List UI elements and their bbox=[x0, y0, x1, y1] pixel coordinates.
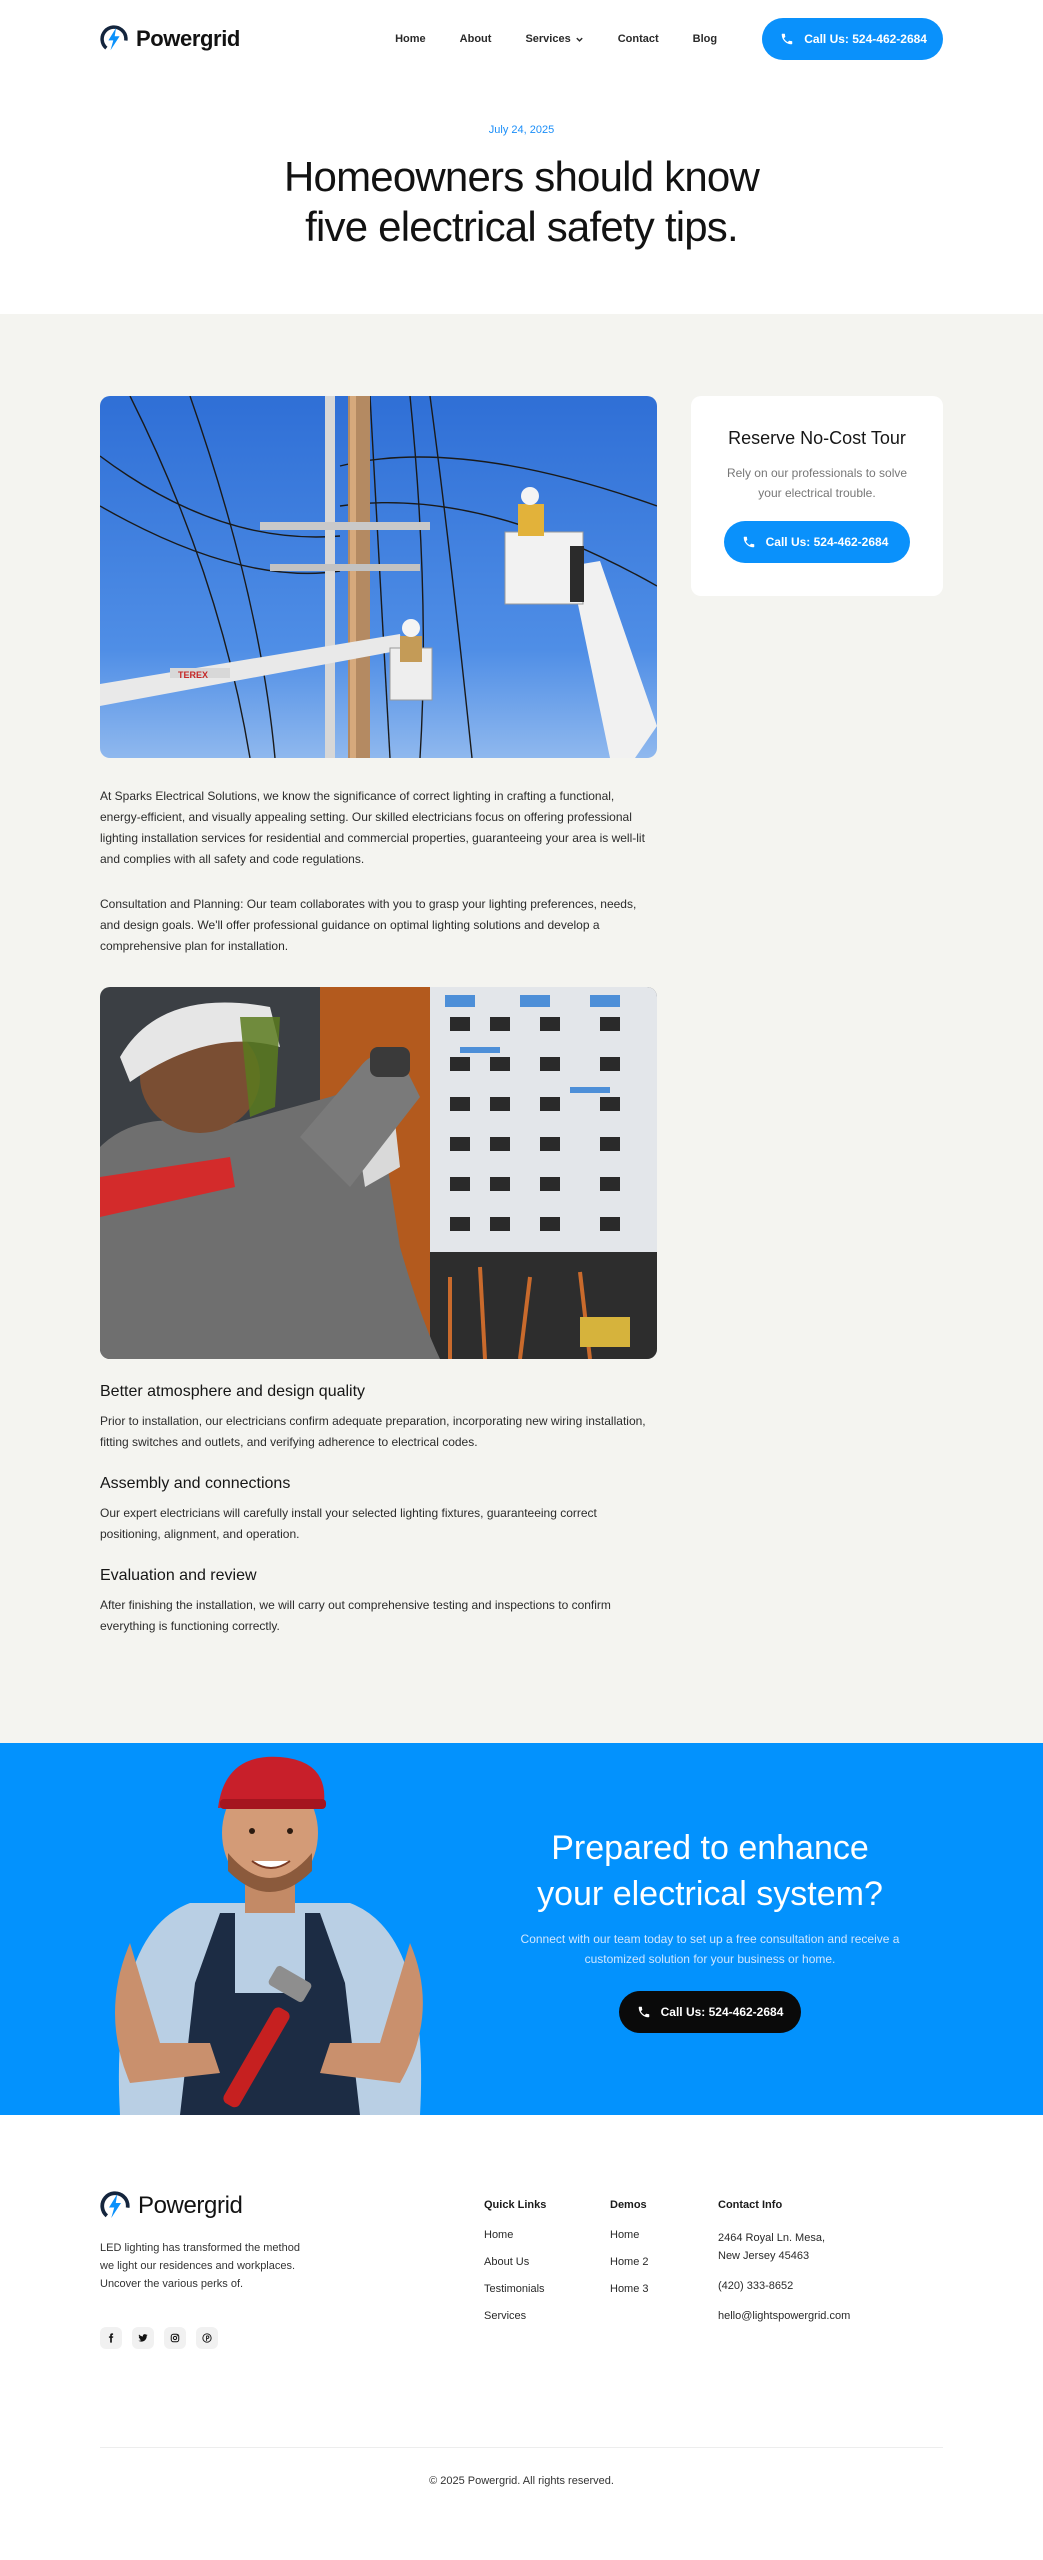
electrician-panel-photo bbox=[100, 987, 657, 1359]
section-body-evaluation: After finishing the installation, we will carry out comprehensive testing and inspections to confirm everything is functioning correctly. bbox=[100, 1598, 611, 1633]
cta-call-label: Call Us: 524-462-2684 bbox=[660, 2005, 784, 2019]
footer-logo[interactable] bbox=[100, 2191, 484, 2221]
footer-link-home[interactable]: Home bbox=[484, 2229, 514, 2241]
article bbox=[100, 396, 657, 1637]
nav-home[interactable]: Home bbox=[395, 33, 426, 45]
post-date: July 24, 2025 bbox=[488, 124, 555, 136]
intro-paragraph: At Sparks Electrical Solutions, we know the significance of correct lighting in crafting a functional, energy-efficient, and visually appealing setting. Our skilled electricians focus on offering professional lighting installation services for residential and commercial properties, guaranteeing your area is well-lit and complies with all safety and code regulations. bbox=[100, 789, 645, 866]
twitter-link[interactable] bbox=[132, 2327, 154, 2349]
contact-email[interactable]: hello@lightspowergrid.com bbox=[718, 2310, 851, 2322]
footer-link-testimonials[interactable]: Testimonials bbox=[484, 2283, 545, 2295]
footer-link-about[interactable]: About Us bbox=[484, 2256, 530, 2268]
logo-bolt-icon bbox=[100, 25, 128, 53]
contact-address-line-1: 2464 Royal Ln. Mesa, bbox=[718, 2232, 826, 2244]
footer-brand bbox=[100, 2191, 484, 2349]
nav-services[interactable] bbox=[525, 33, 583, 45]
cta-title-line-2: your electrical system? bbox=[537, 1875, 883, 1913]
tour-card-text: Rely on our professionals to solve your electrical trouble. bbox=[726, 466, 908, 500]
svg-text:TEREX: TEREX bbox=[178, 670, 209, 680]
facebook-icon bbox=[106, 2333, 116, 2343]
cta-call-button[interactable] bbox=[619, 1991, 802, 2033]
footer-demo-home-3[interactable]: Home 3 bbox=[610, 2283, 649, 2295]
logo[interactable] bbox=[100, 25, 240, 53]
section-heading-atmosphere: Better atmosphere and design quality bbox=[100, 1383, 366, 1400]
nav-services-label: Services bbox=[525, 33, 571, 45]
pinterest-icon bbox=[202, 2333, 212, 2343]
social-links bbox=[100, 2327, 484, 2349]
section-body-atmosphere: Prior to installation, our electricians confirm adequate preparation, incorporating new wiring installation, fitting switches and outlets, and verifying adherence to electrical codes. bbox=[100, 1414, 646, 1449]
footer-demo-home-2[interactable]: Home 2 bbox=[610, 2256, 649, 2268]
tour-card-title: Reserve No-Cost Tour bbox=[728, 428, 906, 448]
copyright: © 2025 Powergrid. All rights reserved. bbox=[429, 2475, 614, 2487]
demos-title: Demos bbox=[610, 2199, 647, 2211]
footer-quick-links bbox=[484, 2191, 610, 2349]
post-hero bbox=[0, 78, 1043, 314]
nav-about[interactable]: About bbox=[459, 33, 492, 45]
plumber-photo bbox=[100, 1753, 440, 2115]
sidebar bbox=[691, 396, 943, 1637]
contact-phone[interactable]: (420) 333-8652 bbox=[718, 2280, 794, 2292]
logo-text: Powergrid bbox=[136, 26, 240, 51]
post-title bbox=[0, 152, 1043, 252]
phone-icon bbox=[637, 2005, 651, 2019]
pinterest-link[interactable] bbox=[196, 2327, 218, 2349]
cta-title bbox=[490, 1825, 930, 1917]
footer-demos bbox=[610, 2191, 718, 2349]
cta-title-line-1: Prepared to enhance bbox=[551, 1829, 869, 1867]
instagram-icon bbox=[170, 2333, 180, 2343]
lineworkers-photo bbox=[100, 396, 657, 758]
nav-blog[interactable]: Blog bbox=[692, 33, 718, 45]
cta-subtitle: Connect with our team today to set up a free consultation and receive a customized solution for your business or home. bbox=[520, 1932, 900, 1966]
nav-contact[interactable]: Contact bbox=[617, 33, 659, 45]
footer-logo-text: Powergrid bbox=[138, 2192, 243, 2219]
twitter-icon bbox=[138, 2333, 148, 2343]
cta-text bbox=[490, 1825, 930, 2033]
consultation-paragraph: Consultation and Planning: Our team collaborates with you to grasp your lighting preferences, needs, and design goals. We'll offer professional guidance on optimal lighting solutions and develop a comprehensive plan for installation. bbox=[100, 897, 637, 953]
site-header bbox=[0, 0, 1043, 78]
post-body bbox=[0, 314, 1043, 1743]
contact-title: Contact Info bbox=[718, 2199, 783, 2211]
main-nav bbox=[395, 33, 717, 45]
footer-link-services[interactable]: Services bbox=[484, 2310, 527, 2322]
post-title-line-1: Homeowners should know bbox=[284, 153, 759, 200]
section-heading-assembly: Assembly and connections bbox=[100, 1475, 291, 1492]
contact-address-line-2: New Jersey 45463 bbox=[718, 2250, 810, 2262]
footer-contact bbox=[718, 2191, 918, 2349]
section-body-assembly: Our expert electricians will carefully install your selected lighting fixtures, guaranteeing correct positioning, alignment, and operation. bbox=[100, 1506, 597, 1541]
facebook-link[interactable] bbox=[100, 2327, 122, 2349]
post-title-line-2: five electrical safety tips. bbox=[305, 203, 738, 250]
logo-bolt-icon bbox=[100, 2191, 130, 2221]
sidebar-call-button[interactable] bbox=[724, 521, 911, 563]
sidebar-call-label: Call Us: 524-462-2684 bbox=[765, 535, 889, 549]
cta-banner bbox=[0, 1743, 1043, 2115]
header-call-button[interactable] bbox=[762, 18, 943, 60]
phone-icon bbox=[742, 535, 756, 549]
section-heading-evaluation: Evaluation and review bbox=[100, 1567, 257, 1584]
instagram-link[interactable] bbox=[164, 2327, 186, 2349]
contact-address bbox=[718, 2229, 918, 2265]
footer-description: LED lighting has transformed the method we light our residences and workplaces. Uncover the various perks of. bbox=[100, 2242, 300, 2290]
header-call-label: Call Us: 524-462-2684 bbox=[804, 32, 927, 46]
quick-links-title: Quick Links bbox=[484, 2199, 547, 2211]
footer-divider bbox=[100, 2447, 943, 2448]
tour-card bbox=[691, 396, 943, 596]
footer-demo-home[interactable]: Home bbox=[610, 2229, 640, 2241]
site-footer bbox=[0, 2115, 1043, 2523]
chevron-down-icon bbox=[575, 35, 584, 44]
phone-icon bbox=[780, 32, 794, 46]
footer-columns bbox=[100, 2191, 943, 2349]
